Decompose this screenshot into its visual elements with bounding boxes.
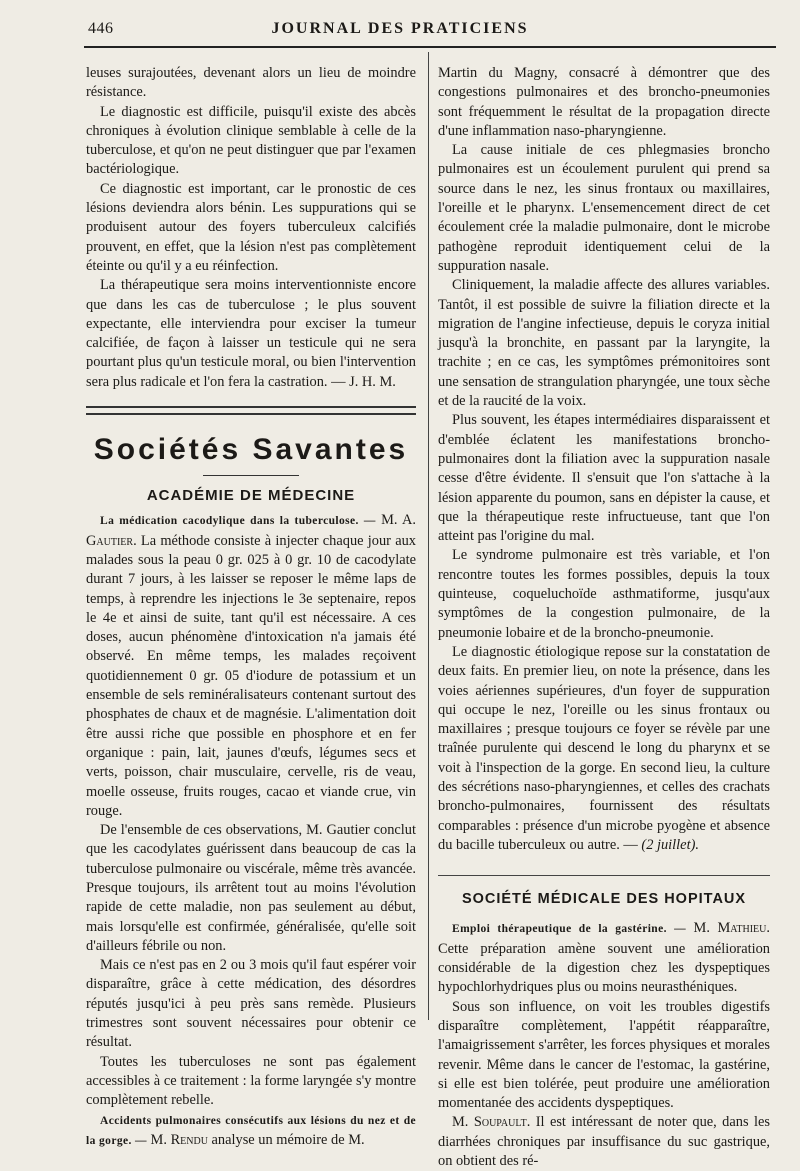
paragraph: Martin du Magny, consacré à démontrer que des congestions pulmonaires et des broncho-pneumonies sont fréquemment le résultat de la propagation directe d'une inflammation naso-pharyngienne. [438, 65, 770, 139]
paragraph [438, 919, 770, 997]
paragraph: De l'ensemble de ces observations, M. Gautier conclut que les cacodylates guérissent dans beaucoup de cas la tuberculose pulmonaire ou viscérale, même très avancée. Presque toujours, ils arrêtent tout au moins l'évolution rapide de cette maladie, non pas seulement au début, mais lorsqu'elle est confirmée, généralisée, qu'elle soit d'ailleurs fébrile ou non. [86, 822, 416, 954]
paragraph: Le diagnostic est difficile, puisqu'il existe des abcès chroniques à évolution clinique semblable à celle de la tuberculose, et qu'on ne peut distinguer que par l'examen bactériologique. [86, 103, 416, 178]
rubric: Accidents pulmonaires consécutifs aux lésions du nez et de la gorge. — [86, 1114, 416, 1147]
paragraph: Le syndrome pulmonaire est très variable, et l'on rencontre toutes les formes possibles, depuis la toux quinteuse, coqueluchoïde asthmatiforme, jusqu'aux symptômes de la congestion pulmonaire, de la pneumonie lobaire et de la broncho-pneumonie. [438, 547, 770, 641]
right-column [438, 64, 770, 1171]
paragraph: Sous son influence, on voit les troubles digestifs disparaître complètement, l'appétit réapparaître, l'amaigrissement s'arrêter, les forces physiques et morales revenir. Même dans le cancer de l'estomac, la gastérine, si elle est bien tolérée, peut produire une amélioration momentanée des accidents dyspeptiques. [438, 998, 770, 1112]
paragraph: Plus souvent, les étapes intermédiaires disparaissent et d'emblée éclatent les manifestations broncho-pulmonaires dont la filiation avec la suppuration nasale cesse d'être évidente. Il s'ensuit que l'on s'attache à la lésion apparente du poumon, sans en dépister la cause, et que la thérapeutique reste infructueuse, tant que l'on atteint pas l'origine du mal. [438, 412, 770, 545]
title-rule [203, 475, 299, 476]
paragraph [438, 643, 770, 855]
author-name: Gautier [86, 532, 134, 549]
societes-savantes-title: Sociétés Savantes [93, 433, 409, 467]
rubric: La médication cacodylique dans la tuberculose. — [100, 515, 376, 528]
paragraph: La cause initiale de ces phlegmasies broncho pulmonaires est un écoulement purulent qui prend sa source dans le nez, les sinus frontaux ou maxillaires, l'oreille et le pharynx. L'ensemencement direct de cet écoulement crée la maladie pulmonaire, dont le microbe pathogène reproduit identiquement celui de la suppuration nasale. [438, 142, 770, 274]
author-name: Soupault [473, 1114, 527, 1131]
section-double-rule [86, 406, 416, 415]
paragraph-text: . La méthode consiste à injecter chaque jour aux malades sous la peau 0 gr. 025 à 0 gr. 10 de cacodylate durant 7 jours, à les laisser se reposer le même laps de temps, à reprendre les injections le 3e septenaire, repos le 4e et ainsi de suite, tant qu'il est nécessaire. A ces doses, aucun phénomène d'intoxication n'a jamais été observé. En même temps, les malades reçoivent quotidiennement 0 gr. 05 d'iodure de potassium et un ensemble de sels reminéralisateurs contenant surtout des phosphates de chaux et de magnésie. L'alimentation doit être aussi riche que possible en phosphore et en fer organique : pain, lait, jaunes d'œufs, légumes secs et verts, poisson, chair musculaire, cervelle, ris de veau, moelle osseuse, fruits rouges, cacao et viande crue, vin rouge. [86, 532, 416, 819]
paragraph: Mais ce n'est pas en 2 ou 3 mois qu'il faut espérer voir disparaître, grâce à cette médication, des désordres réputés jusqu'ici à peu près sans remède. Plusieurs trimestres sont souvent nécessaires pour obtenir ce résultat. [86, 957, 416, 1051]
author-prefix: M. A. [381, 512, 417, 529]
paragraph-text: . Cette préparation amène souvent une amélioration considérable de la digestion chez les dyspeptiques hypochlorhydriques plus ou moins neurasthéniques. [438, 920, 770, 996]
section-rule [438, 875, 770, 876]
paragraph: La thérapeutique sera moins interventionniste encore que dans les cas de tuberculose ; le plus souvent expectante, elle interviendra pour exciser la tumeur calcifiée, de façon à laisser un testicule qui ne sera pourtant plus qu'un testicule moral, ou bien l'intervention sera plus radicale et l'on fera la castration. — J. H. M. [86, 277, 416, 390]
page-number: 446 [88, 20, 114, 37]
author-name: Rendu [170, 1131, 208, 1148]
author-name: Mathieu [717, 920, 767, 937]
column-divider [428, 52, 429, 1020]
date: (2 juillet). [641, 836, 699, 853]
paragraph: Ce diagnostic est important, car le pronostic de ces lésions deviendra alors bénin. Les suppurations qui se produisent autour des foyers tuberculeux calcifiés prouvent, en effet, que la lésion n'est pas complètement éteinte ou qu'il y a eu réinfection. [86, 180, 416, 274]
paragraph [438, 1113, 770, 1171]
paragraph: Toutes les tuberculoses ne sont pas également accessibles à ce traitement : la forme laryngée s'y montre complètement rebelle. [86, 1053, 416, 1109]
paragraph-text: Le diagnostic étiologique repose sur la constatation de deux faits. En premier lieu, on note la présence, dans les voies aériennes supérieures, d'un foyer de suppuration qui occupe le nez, l'oreille ou les sinus frontaux ou maxillaires ; presque toujours ce foyer se révèle par une traînée purulente qui descend le long du pharynx et se voit à l'inspection de la gorge. En second lieu, la culture des sécrétions naso-pharyngiennes, et celles des crachats broncho-pulmonaires, fournissent des résultats comparables : présence d'un microbe pyogène et absence du bacille tuberculeux ou autre. — [438, 643, 770, 853]
left-column [86, 64, 416, 1151]
academie-heading: ACADÉMIE DE MÉDECINE [146, 487, 356, 505]
author-prefix: M. [150, 1131, 167, 1148]
paragraph-text: . Il est intéressant de noter que, dans les diarrhées chroniques par insuffisance du suc gastrique, on obtient des ré- [438, 1114, 770, 1170]
paragraph-text: analyse un mémoire de M. [207, 1131, 365, 1148]
author-prefix: M. [693, 920, 710, 937]
author-prefix: M. [452, 1114, 469, 1131]
paragraph: leuses surajoutées, devenant alors un lieu de moindre résistance. [86, 65, 416, 101]
paragraph [86, 511, 416, 821]
header-rule [84, 46, 776, 48]
journal-title: JOURNAL DES PRATICIENS [271, 20, 529, 37]
societe-medicale-heading: SOCIÉTÉ MÉDICALE DES HOPITAUX [461, 891, 747, 908]
paragraph: Cliniquement, la maladie affecte des allures variables. Tantôt, il est possible de suivre la filiation directe et la migration de l'angine infectieuse, depuis le coryza initial jusqu'à la bronchite, en passant par la laryngite, la trachite ; en ce cas, les symptômes prémonitoires sont une sensation de strangulation pharyngée, une toux sèche et de la raucité de la voix. [438, 277, 770, 410]
rubric: Emploi thérapeutique de la gastérine. — [452, 923, 686, 936]
paragraph [86, 1111, 416, 1152]
